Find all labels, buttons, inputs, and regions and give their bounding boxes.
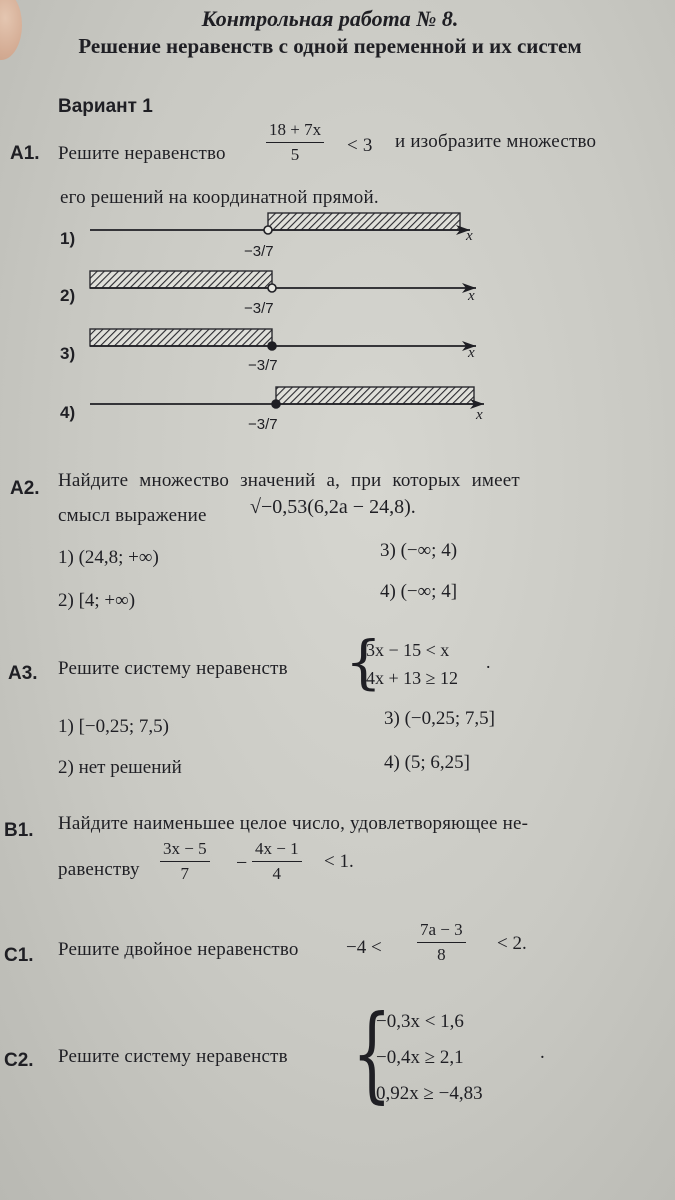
a2-line2: смысл выражение [58, 505, 207, 526]
b1-frac1-den: 7 [180, 864, 190, 883]
a1-label: А1. [10, 143, 40, 164]
a3-label: А3. [8, 663, 38, 684]
c2-ineq-1: −0,3x < 1,6 [376, 1011, 464, 1032]
a1-shading-1 [268, 213, 460, 230]
a1-option-3-label[interactable]: 3) [60, 344, 76, 363]
a3-option-4[interactable]: 4) (5; 6,25] [384, 752, 471, 773]
b1-line1: Найдите наименьшее целое число, удовлетворяющее не- [58, 813, 529, 834]
a1-point-2: −3/7 [244, 300, 274, 317]
a1-shading-3 [90, 329, 272, 346]
a3-brace-icon: { [345, 628, 382, 696]
a1-option-2-label[interactable]: 2) [60, 286, 76, 305]
c2-system [376, 1004, 483, 1112]
a1-option-4-label[interactable]: 4) [60, 403, 76, 422]
a1-point-marker-4 [272, 400, 280, 408]
variant-label: Вариант 1 [58, 96, 153, 117]
a1-option-1-label[interactable]: 1) [60, 229, 76, 248]
c1-text: Решите двойное неравенство [58, 939, 299, 960]
c1-frac-num: 7a − 3 [417, 920, 466, 943]
b1-frac1-num: 3x − 5 [160, 839, 210, 862]
c2-ineq-2: −0,4x ≥ 2,1 [376, 1047, 464, 1068]
page-subtitle: Решение неравенств с одной переменной и их систем [78, 34, 582, 58]
c2-label: С2. [4, 1050, 34, 1071]
a1-shading-2 [90, 271, 272, 288]
a1-point-3: −3/7 [248, 357, 278, 374]
c2-ineq-3: 0,92x ≥ −4,83 [376, 1083, 483, 1104]
a3-option-1[interactable]: 1) [−0,25; 7,5) [58, 716, 169, 737]
a1-axis-3: x [468, 345, 475, 361]
a3-ineq-1: 3x − 15 < x [366, 640, 450, 660]
a1-point-1: −3/7 [244, 243, 274, 260]
c1-left: −4 < [346, 937, 382, 958]
c2-dot: . [540, 1042, 545, 1063]
c1-fraction [417, 920, 466, 965]
a1-text-before: Решите неравенство [58, 143, 226, 164]
a3-system [366, 636, 458, 692]
a1-axis-1: x [466, 228, 473, 244]
b1-frac2-num: 4x − 1 [252, 839, 302, 862]
a2-option-2[interactable]: 2) [4; +∞) [58, 590, 136, 611]
a1-point-marker-2 [268, 284, 276, 292]
a1-frac-den: 5 [290, 145, 300, 164]
a2-expression: √−0,53(6,2a − 24,8). [250, 496, 416, 518]
b1-label: В1. [4, 820, 34, 841]
a2-option-1[interactable]: 1) (24,8; +∞) [58, 547, 159, 568]
b1-fraction-1 [160, 839, 210, 884]
a2-label: А2. [10, 478, 40, 499]
a3-ineq-2: 4x + 13 ≥ 12 [366, 668, 459, 688]
c1-frac-den: 8 [437, 945, 446, 964]
a1-frac-num: 18 + 7x [266, 120, 324, 143]
a3-dot: . [486, 652, 491, 672]
a1-point-marker-3 [268, 342, 276, 350]
a1-point-marker-1 [264, 226, 272, 234]
a1-text-line2: его решений на координатной прямой. [60, 187, 379, 208]
a1-axis-4: x [476, 407, 483, 423]
b1-frac2-den: 4 [272, 864, 282, 883]
b1-minus: − [236, 852, 248, 874]
b1-fraction-2 [252, 839, 302, 884]
page-title: Контрольная работа № 8. [201, 6, 459, 31]
c1-label: С1. [4, 945, 34, 966]
a2-line1: Найдите множество значений a, при которых имеет [58, 470, 520, 491]
a3-text: Решите систему неравенств [58, 658, 288, 679]
a2-option-3[interactable]: 3) (−∞; 4) [380, 540, 458, 561]
a3-option-3[interactable]: 3) (−0,25; 7,5] [384, 708, 495, 729]
a1-rel: < 3 [347, 135, 373, 156]
b1-line2: равенству [58, 859, 140, 880]
a1-shading-4 [276, 387, 474, 404]
c1-right: < 2. [497, 933, 527, 954]
a2-option-4[interactable]: 4) (−∞; 4] [380, 581, 458, 602]
a3-option-2[interactable]: 2) нет решений [58, 757, 182, 778]
c2-text: Решите систему неравенств [58, 1046, 288, 1067]
a1-point-4: −3/7 [248, 416, 278, 433]
a1-text-after: и изобразите множество [395, 131, 597, 152]
b1-rel: < 1. [324, 851, 354, 872]
a1-axis-2: x [468, 288, 475, 304]
c2-brace-icon: { [352, 992, 392, 1114]
